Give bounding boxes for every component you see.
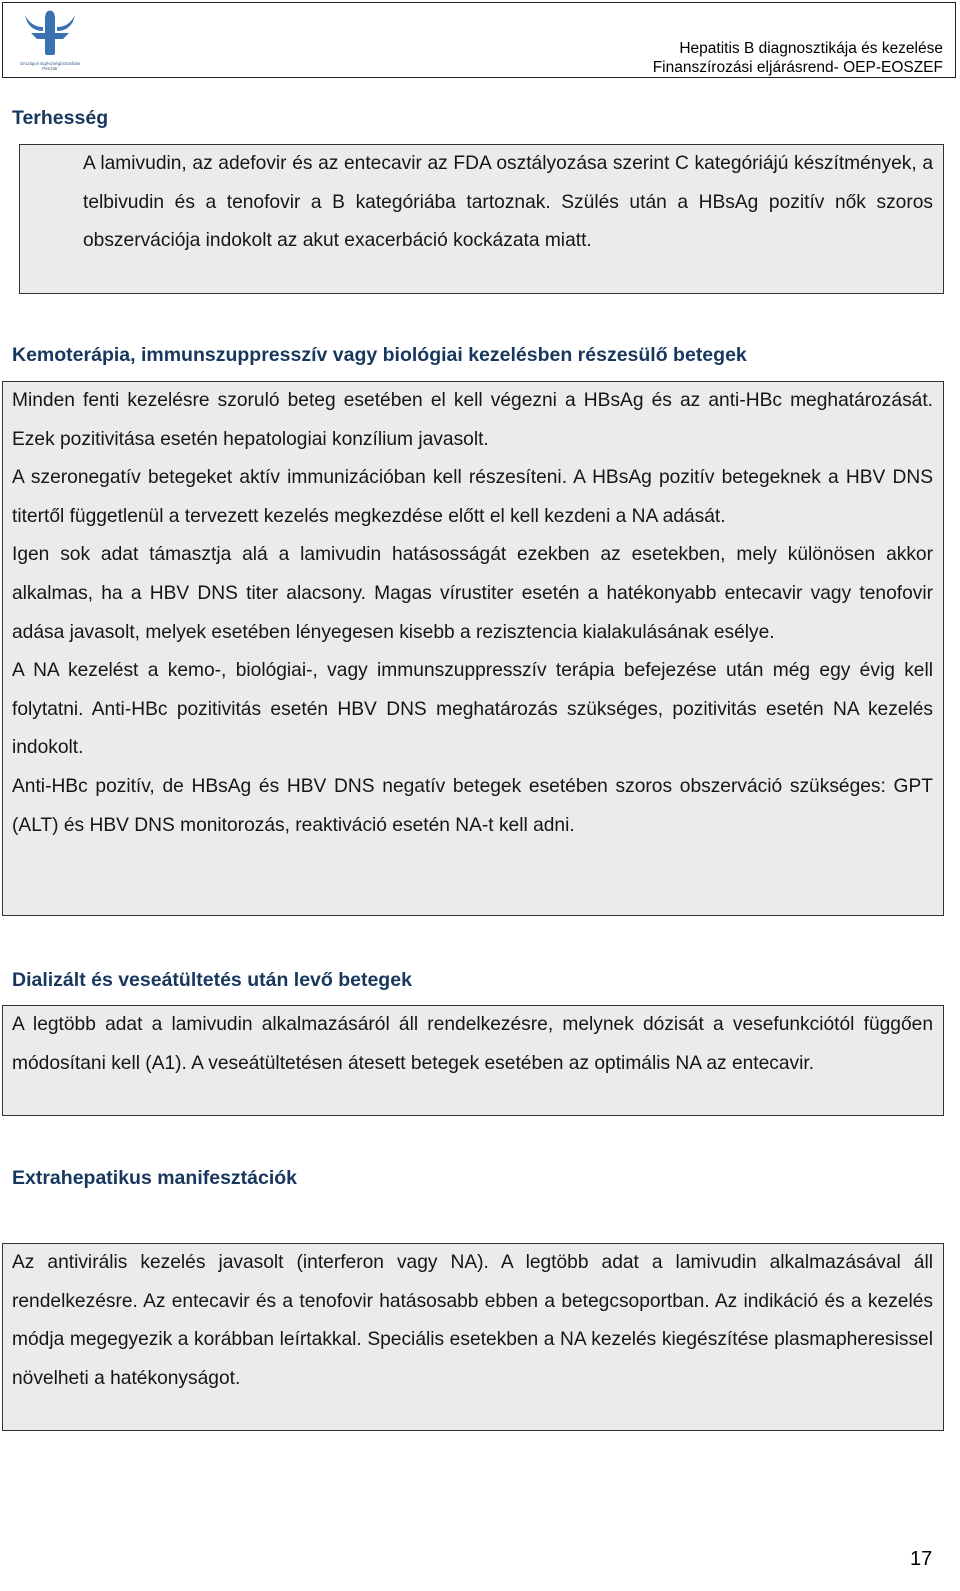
heading-extrahepatic: Extrahepatikus manifesztációk	[12, 1167, 298, 1189]
heading-dialysis: Dializált és veseátültetés után levő betegek	[12, 969, 412, 991]
extrahepatic-box	[2, 1243, 944, 1431]
pregnancy-paragraph: A lamivudin, az adefovir és az entecavir az FDA osztályozása szerint C kategóriájú készítmények, a telbivudin és a tenofovir a B kategóriába tartoznak. Szülés után a HBsAg pozitív nők szoros obszervációja indokolt az akut exacerbáció kockázata miatt.	[83, 153, 933, 252]
logo-text-line1: Országos Egészségbiztosítási	[19, 61, 81, 66]
dialysis-paragraph: A legtöbb adat a lamivudin alkalmazásáról áll rendelkezésre, melynek dózisát a vesefunkciótól függően módosítani kell (A1). A veseátültetésen átesett betegek esetében az optimális NA az entecavir.	[12, 1014, 933, 1074]
chemotherapy-paragraph: Igen sok adat támasztja alá a lamivudin hatásosságát ezekben az esetekben, mely különösen akkor alkalmas, ha a HBV DNS titer alacsony. Magas vírustiter esetén a hatékonyabb entecavir vagy tenofovir adása javasolt, melyek esetében lényegesen kisebb a rezisztencia kialakulásának esélye.	[12, 544, 933, 643]
chemotherapy-box	[2, 381, 944, 916]
header-title	[653, 39, 943, 77]
extrahepatic-paragraph: Az antivirális kezelés javasolt (interferon vagy NA). A legtöbb adat a lamivudin alkalmazásával áll rendelkezésre. Az entecavir és a tenofovir hatásosabb ebben a betegcsoportban. Az indikáció és a kezelés módja megegyezik a korábban leírtakkal. Speciális esetekben a NA kezelés kiegészítése plasmapheresissel növelheti a hatékonyságot.	[12, 1252, 933, 1389]
oep-logo-icon	[13, 9, 87, 65]
page-number: 17	[910, 1548, 933, 1570]
heading-chemotherapy: Kemoterápia, immunszuppresszív vagy biológiai kezelésben részesülő betegek	[12, 344, 747, 366]
heading-pregnancy: Terhesség	[12, 107, 109, 129]
pregnancy-box	[19, 144, 944, 294]
chemotherapy-paragraph: Minden fenti kezelésre szoruló beteg esetében el kell végezni a HBsAg és az anti-HBc meghatározását. Ezek pozitivitása esetén hepatologiai konzílium javasolt.	[12, 390, 933, 450]
chemotherapy-paragraph: A szeronegatív betegeket aktív immunizációban kell részesíteni. A HBsAg pozitív betegeknek a HBV DNS titertől függetlenül a tervezett kezelés megkezdése előtt el kell kezdeni a NA adását.	[12, 467, 933, 527]
chemotherapy-paragraph: Anti-HBc pozitív, de HBsAg és HBV DNS negatív betegek esetében szoros obszerváció szükséges: GPT (ALT) és HBV DNS monitorozás, reaktiváció esetén NA-t kell adni.	[12, 775, 933, 836]
page-header	[2, 2, 956, 78]
chemotherapy-paragraph: A NA kezelést a kemo-, biológiai-, vagy immunszuppresszív terápia befejezése után még egy évig kell folytatni. Anti-HBc pozitivitás esetén HBV DNS meghatározás szükséges, pozitivitás esetén NA kezelés indokolt.	[12, 660, 933, 759]
dialysis-box	[2, 1005, 944, 1116]
header-title-line1: Hepatitis B diagnosztikája és kezelése	[679, 40, 943, 57]
logo-text	[13, 61, 87, 71]
logo-text-line2: Pénztár	[42, 66, 58, 71]
header-title-line2: Finanszírozási eljárásrend- OEP-EOSZEF	[652, 59, 943, 76]
oep-logo	[13, 9, 87, 73]
